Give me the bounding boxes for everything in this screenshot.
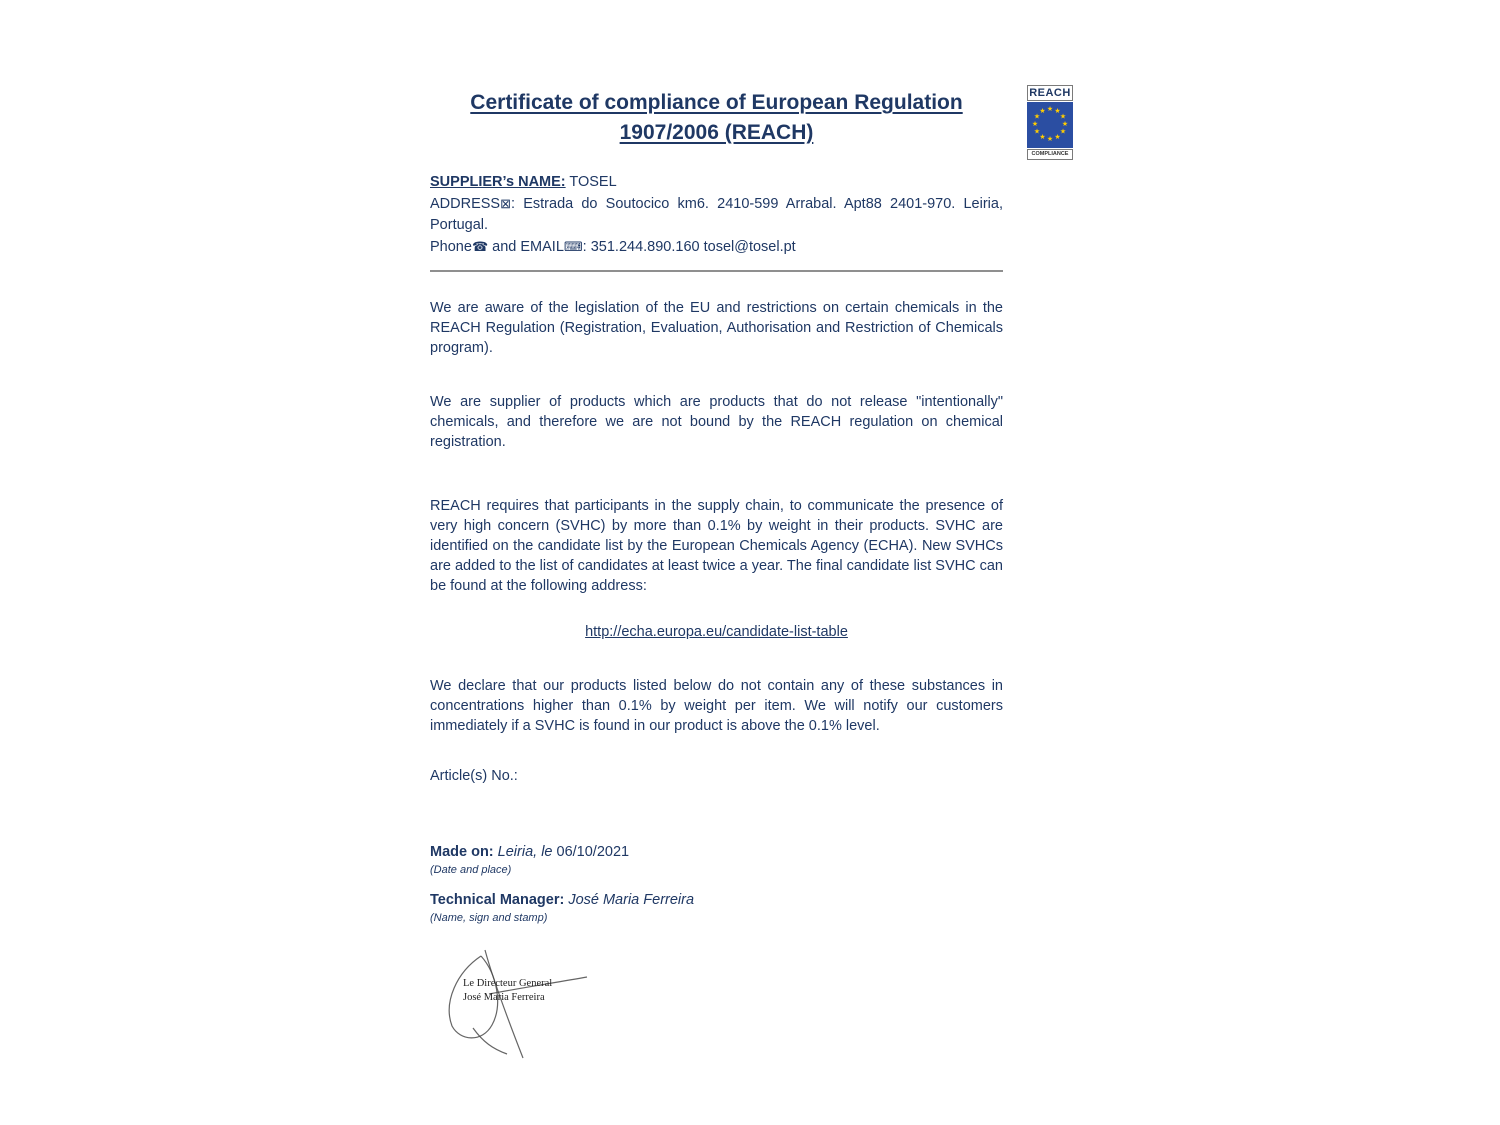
articles-line: Article(s) No.: [430,768,518,784]
supplier-phone-label: Phone [430,239,472,255]
stamp-text-line1: Le Directeur General [463,978,553,989]
candidate-list-link[interactable]: http://echa.europa.eu/candidate-list-table [585,624,848,640]
made-on-label: Made on: [430,844,494,860]
eu-star-icon: ★ [1031,121,1039,128]
signature-stamp [435,948,615,1063]
supplier-address-value: : Estrada do Soutocico km6. 2410-599 Arrabal. Apt88 2401-970. Leiria, Portugal. [430,196,1003,233]
candidate-list-link-row [430,622,1003,642]
envelope-icon: ⊠ [500,196,512,211]
page-title [430,88,1003,148]
eu-star-icon: ★ [1039,108,1046,116]
supplier-address-label: ADDRESS [430,196,501,212]
technical-manager-label: Technical Manager: [430,892,565,908]
reach-logo-compliance-text: COMPLIANCE [1027,149,1073,160]
made-on-place: Leiria, le [493,844,553,860]
reach-logo-text: REACH [1027,85,1073,101]
stamp-text-line2: José Maria Ferreira [463,992,545,1003]
eu-star-icon: ★ [1059,128,1067,136]
eu-flag-icon [1027,102,1073,148]
supplier-name-line [430,172,1003,193]
name-sign-caption: (Name, sign and stamp) [430,912,548,924]
technical-manager-name: José Maria Ferreira [564,892,695,908]
date-place-caption: (Date and place) [430,864,512,876]
eu-star-icon: ★ [1039,133,1046,141]
title-line-1: Certificate of compliance of European Regulation [470,91,963,114]
supplier-name-label: SUPPLIER’s NAME: [430,174,566,190]
eu-star-icon: ★ [1061,121,1069,128]
made-on-date: 06/10/2021 [552,844,630,860]
horizontal-rule [430,270,1003,272]
paragraph-declaration: We declare that our products listed below do not contain any of these substances in concentrations higher than 0.1% by weight per item. We will notify our customers immediately if a SVHC is found in our product is above the 0.1% level. [430,678,1003,734]
technical-manager-line [430,890,1003,910]
paragraph-awareness: We are aware of the legislation of the EU and restrictions on certain chemicals in the REACH Regulation (Registration, Evaluation, Authorisation and Restriction of Chemicals program). [430,300,1003,356]
signature-scribble [435,948,615,1063]
title-line-2: 1907/2006 (REACH) [619,121,814,144]
eu-star-icon: ★ [1054,108,1061,116]
email-device-icon: ⌨ [563,239,583,254]
phone-icon: ☎ [471,239,489,254]
made-on-line [430,842,1003,862]
supplier-name-value: TOSEL [565,174,617,190]
eu-star-icon: ★ [1046,106,1054,113]
eu-star-icon: ★ [1046,136,1054,143]
eu-star-icon: ★ [1033,113,1041,121]
eu-star-icon: ★ [1054,133,1061,141]
eu-star-icon: ★ [1059,113,1067,121]
eu-star-icon: ★ [1033,128,1041,136]
supplier-email-label: and EMAIL [488,239,564,255]
supplier-info-block [430,172,1003,258]
paragraph-reach-requirements: REACH requires that participants in the supply chain, to communicate the presence of very high concern (SVHC) by more than 0.1% by weight in their products. SVHC are identified on the candidate list by the European Chemicals Agency (ECHA). New SVHCs are added to the list of candidates at least twice a year. The final candidate list SVHC can be found at the following address: [430,498,1003,594]
reach-compliance-logo [1027,85,1073,160]
supplier-contact-line [430,236,1003,258]
paragraph-supplier-statement: We are supplier of products which are products that do not release "intentionally" chemicals, and therefore we are not bound by the REACH regulation on chemical registration. [430,394,1003,450]
supplier-address-line [430,193,1003,236]
supplier-contact-value: : 351.244.890.160 tosel@tosel.pt [582,239,796,255]
